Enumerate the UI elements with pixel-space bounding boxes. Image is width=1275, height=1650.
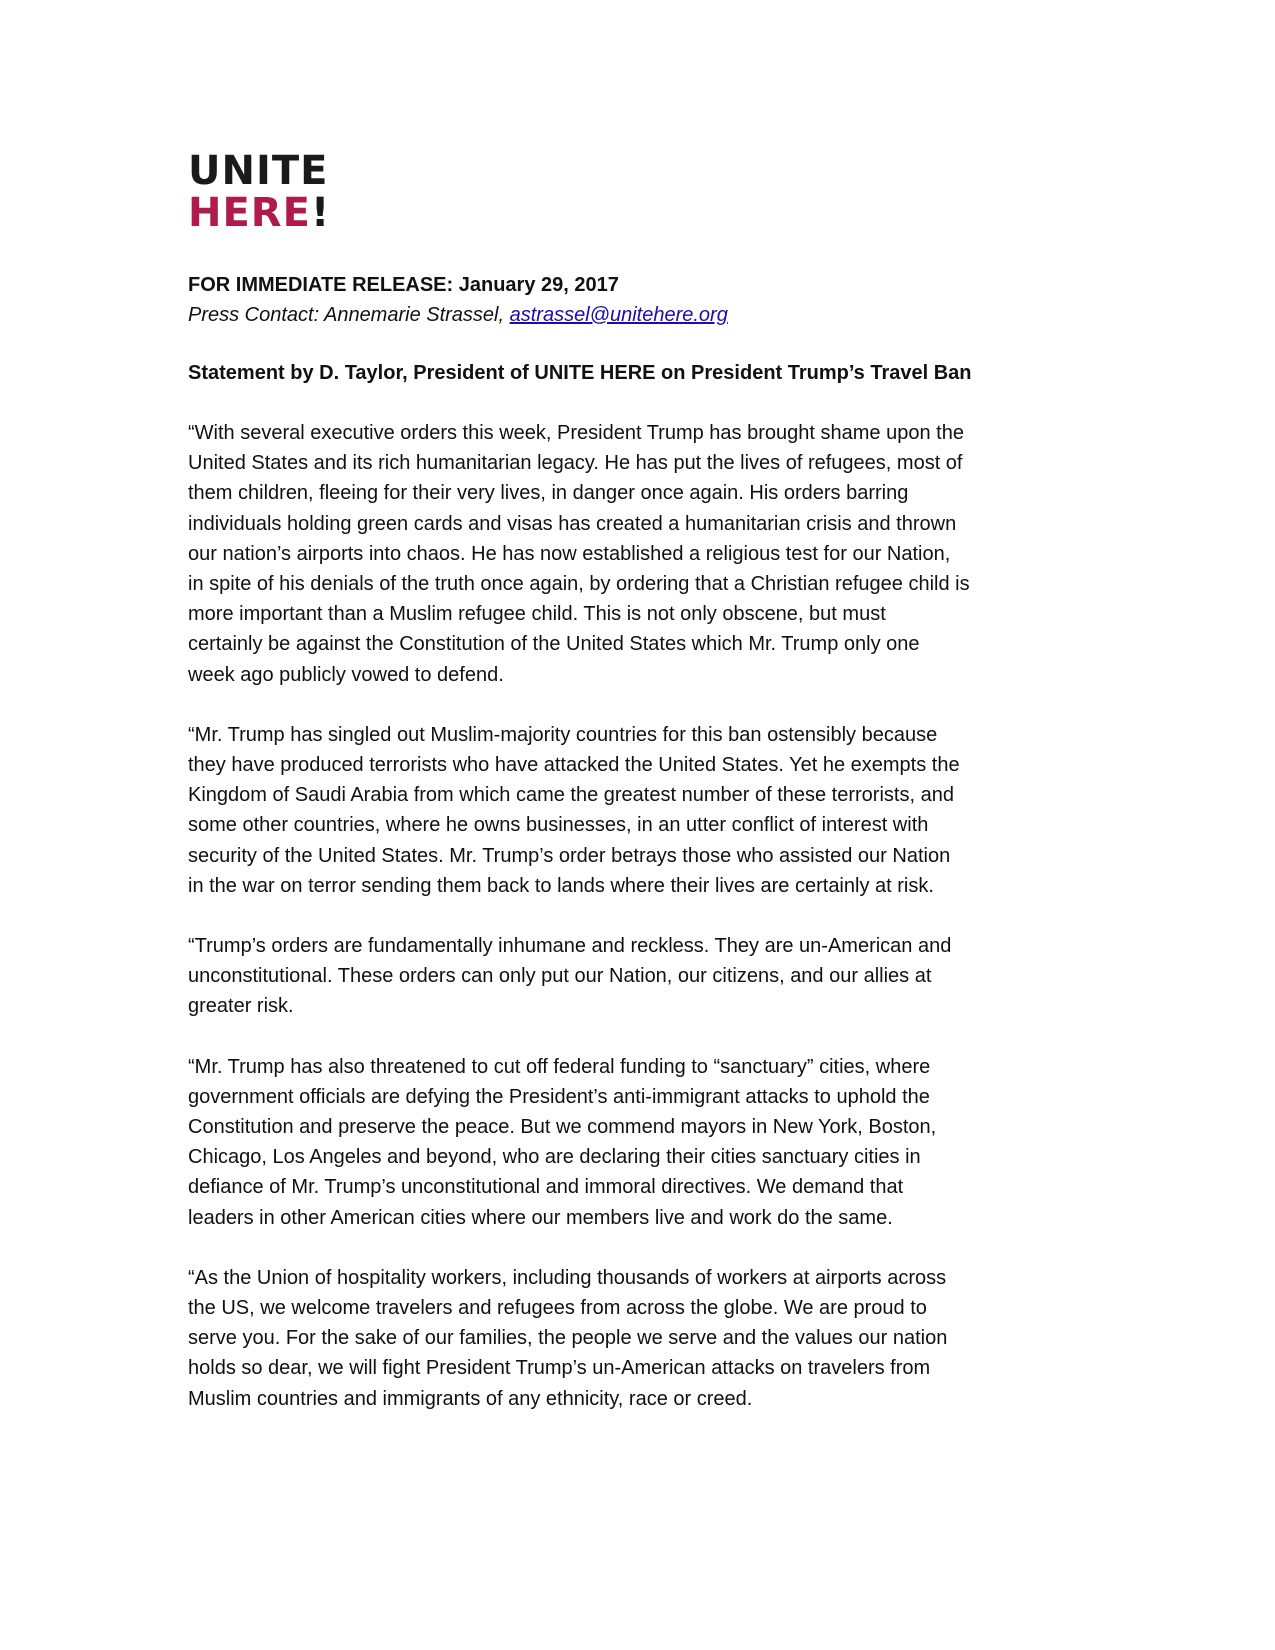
body-paragraph-1: “With several executive orders this week, President Trump has brought shame upon the United States and its rich humanitarian legacy. He has put the lives of refugees, most of them children, fleeing for their very lives, in danger once again. His orders barring individuals holding green cards and visas has created a humanitarian crisis and thrown our nation’s airports into chaos. He has now established a religious test for our Nation, in spite of his denials of the truth once again, by ordering that a Christian refugee child is more important than a Muslim refugee child. This is not only obscene, but must certainly be against the Constitution of the United States which Mr. Trump only one week ago publicly vowed to defend.	[188, 422, 970, 686]
logo-exclamation: !	[310, 190, 331, 236]
body-paragraph-5: “As the Union of hospitality workers, including thousands of workers at airports across the US, we welcome travelers and refugees from across the globe. We are proud to serve you. For the sake of our families, the people we serve and the values our nation holds so dear, we will fight President Trump’s un-American attacks on travelers from Muslim countries and immigrants of any ethnicity, race or creed.	[188, 1266, 948, 1410]
contact-email-link[interactable]: astrassel@unitehere.org	[509, 304, 728, 326]
logo-line-unite: UNITE	[188, 148, 329, 194]
body-paragraph-3: “Trump’s orders are fundamentally inhumane and reckless. They are un-American and unconstitutional. These orders can only put our Nation, our citizens, and our allies at greater risk.	[188, 935, 952, 1018]
statement-title: Statement by D. Taylor, President of UNITE HERE on President Trump’s Travel Ban	[188, 362, 972, 384]
release-date-line: FOR IMMEDIATE RELEASE: January 29, 2017	[188, 274, 619, 296]
body-paragraph-2: “Mr. Trump has singled out Muslim-majority countries for this ban ostensibly because they have produced terrorists who have attacked the United States. Yet he exempts the Kingdom of Saudi Arabia from which came the greatest number of these terrorists, and some other countries, where he owns businesses, in an utter conflict of interest with security of the United States. Mr. Trump’s order betrays those who assisted our Nation in the war on terror sending them back to lands where their lives are certainly at risk.	[188, 723, 960, 897]
press-contact-label: Press Contact: Annemarie Strassel,	[188, 304, 510, 326]
unite-here-logo	[188, 150, 330, 234]
release-header	[188, 270, 1088, 330]
logo-here-text: HERE	[188, 190, 311, 236]
logo-line-here	[188, 192, 330, 234]
press-contact-line	[188, 300, 1088, 330]
body-paragraph-4: “Mr. Trump has also threatened to cut off federal funding to “sanctuary” cities, where government officials are defying the President’s anti-immigrant attacks to uphold the Constitution and preserve the peace. But we commend mayors in New York, Boston, Chicago, Los Angeles and beyond, who are declaring their cities sanctuary cities in defiance of Mr. Trump’s unconstitutional and immoral directives. We demand that leaders in other American cities where our members live and work do the same.	[188, 1055, 937, 1229]
statement-body	[188, 418, 1088, 1444]
